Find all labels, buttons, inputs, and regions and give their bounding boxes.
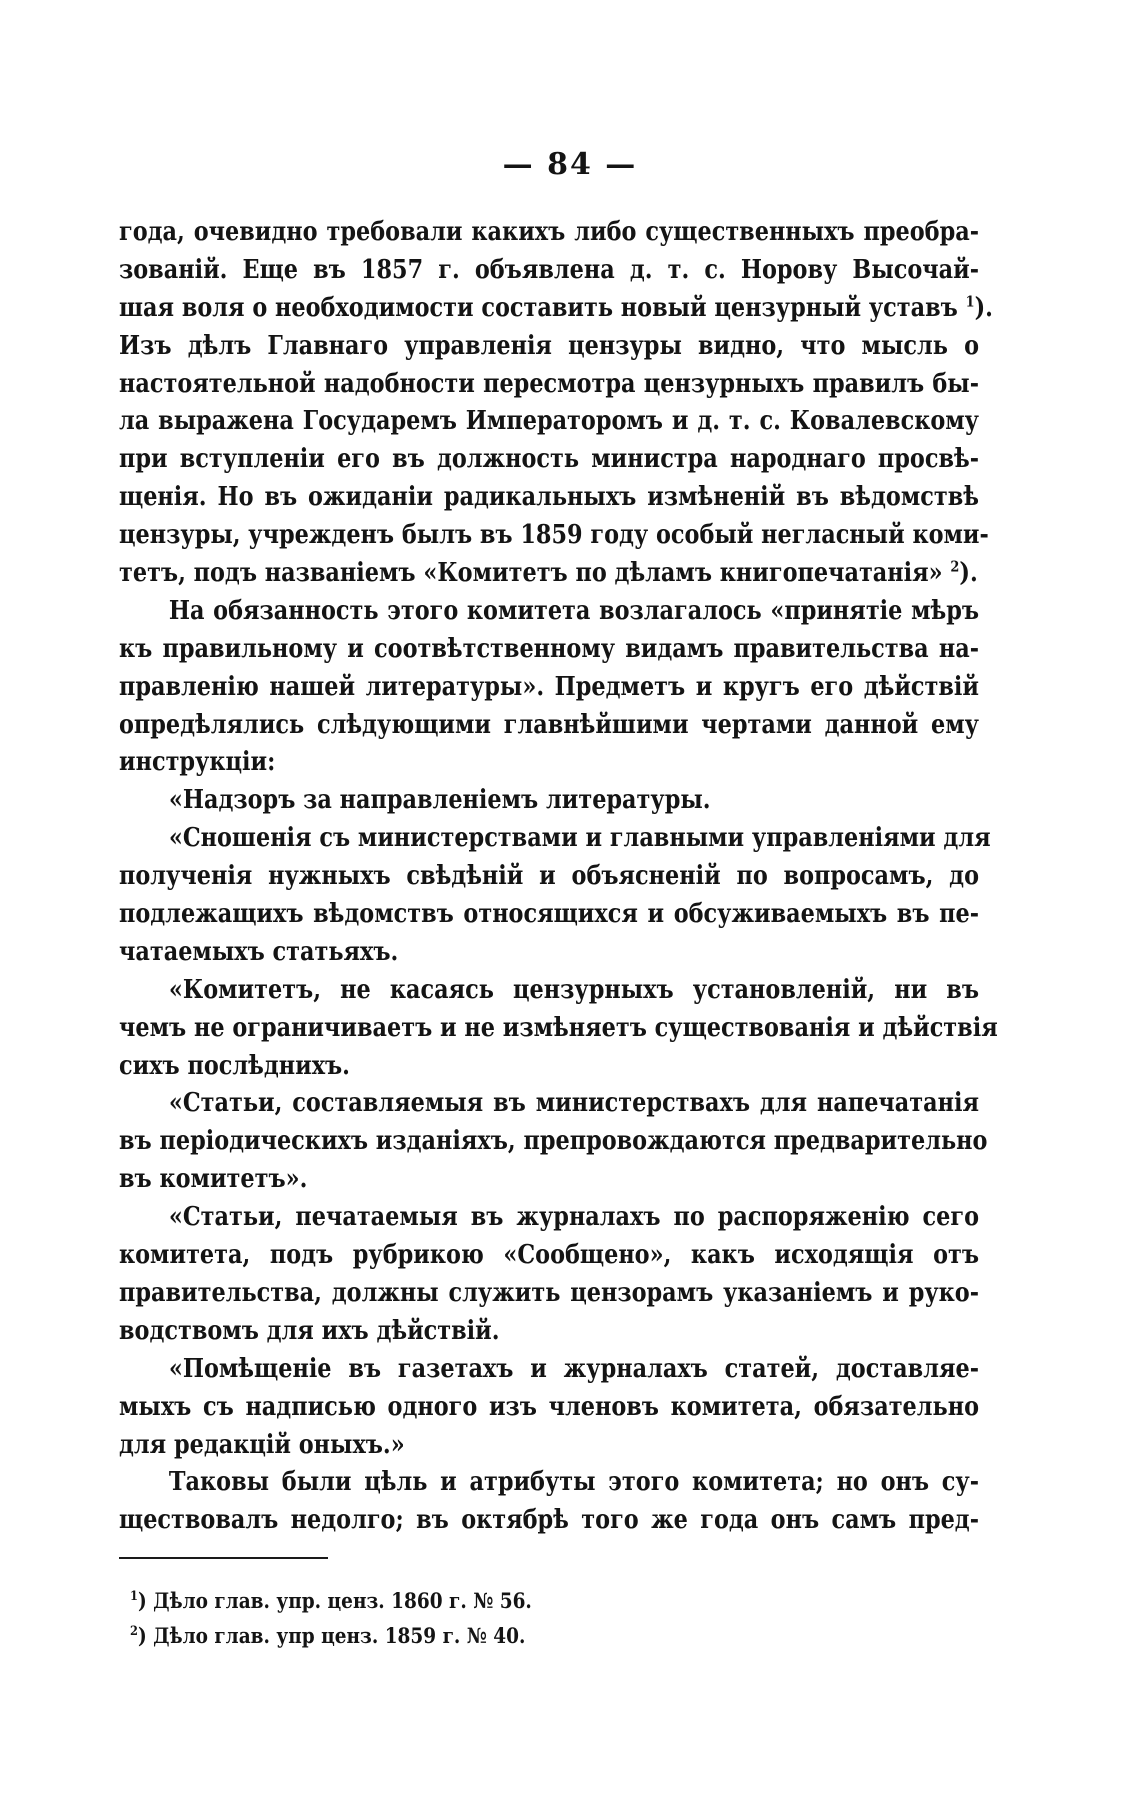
text-line: подлежащихъ вѣдомствъ относящихся и обсуживаемыхъ въ пе- xyxy=(119,899,979,930)
text-line: «Помѣщеніе въ газетахъ и журналахъ статей, доставляе- xyxy=(168,1353,979,1384)
text-line: инструкціи: xyxy=(119,747,276,778)
footnote-divider xyxy=(119,1557,328,1559)
text-line: Изъ дѣлъ Главнаго управленія цензуры видно, что мысль о xyxy=(119,330,979,361)
text-line: чатаемыхъ статьяхъ. xyxy=(119,936,399,967)
footnote-marker: 2 xyxy=(950,557,960,576)
text-line: въ комитетъ». xyxy=(119,1164,308,1195)
text-line: для редакцій оныхъ.» xyxy=(119,1429,405,1460)
footnote: $^1$) Дѣло глав. упр. ценз. 1860 г. № 56. xyxy=(130,1588,532,1613)
text-line: сихъ послѣднихъ. xyxy=(119,1050,350,1081)
text-line: правленію нашей литературы». Предметъ и кругъ его дѣйствій xyxy=(119,671,979,702)
footnote-marker: 1 xyxy=(965,292,975,311)
text-line: полученія нужныхъ свѣдѣній и объясненій по вопросамъ, до xyxy=(119,861,979,892)
body-text xyxy=(119,214,998,1540)
text-line: цензуры, учрежденъ былъ въ 1859 году особый негласный коми- xyxy=(119,520,989,551)
text-line: опредѣлялись слѣдующими главнѣйшими чертами данной ему xyxy=(119,709,979,740)
text-line: тетъ, подъ названіемъ «Комитетъ по дѣламъ книгопечатанія» $^2$). xyxy=(119,557,978,589)
text-line: щенія. Но въ ожиданіи радикальныхъ измѣненій въ вѣдомствѣ xyxy=(119,482,979,513)
text-line: Таковы были цѣль и атрибуты этого комитета; но онъ су- xyxy=(168,1467,979,1498)
page-number: — 84 — xyxy=(502,147,638,182)
footnotes xyxy=(130,1583,730,1653)
text-line: «Надзоръ за направленіемъ литературы. xyxy=(168,785,711,816)
text-line: шая воля о необходимости составить новый цензурный уставъ $^1$). xyxy=(119,292,993,323)
text-line: ществовалъ недолго; въ октябрѣ того же года онъ самъ пред- xyxy=(119,1505,979,1536)
text-line: «Сношенія съ министерствами и главными управленіями для xyxy=(168,823,991,854)
text-line: при вступленіи его въ должность министра народнаго просвѣ- xyxy=(119,444,979,475)
text-line: настоятельной надобности пересмотра цензурныхъ правилъ бы- xyxy=(119,368,979,399)
footnote: $^2$) Дѣло глав. упр ценз. 1859 г. № 40. xyxy=(130,1623,526,1648)
text-line: комитета, подъ рубрикою «Сообщено», какъ исходящія отъ xyxy=(119,1240,979,1271)
text-line: «Комитетъ, не касаясь цензурныхъ установленій, ни въ xyxy=(168,974,979,1005)
text-line: чемъ не ограничиваетъ и не измѣняетъ существованія и дѣйствія xyxy=(119,1012,998,1043)
footnote-number: 1 xyxy=(130,1589,138,1604)
text-line: зованій. Еще въ 1857 г. объявлена д. т. с. Норову Высочай- xyxy=(119,254,979,285)
text-line: года, очевидно требовали какихъ либо существенныхъ преобра- xyxy=(119,217,979,247)
text-line: мыхъ съ надписью одного изъ членовъ комитета, обязательно xyxy=(119,1391,979,1422)
text-line: водствомъ для ихъ дѣйствій. xyxy=(119,1315,500,1346)
text-line: въ періодическихъ изданіяхъ, препровождаются предварительно xyxy=(119,1126,988,1157)
text-line: ла выражена Государемъ Императоромъ и д. т. с. Ковалевскому xyxy=(119,406,979,437)
text-line: «Статьи, печатаемыя въ журналахъ по распоряженію сего xyxy=(168,1202,979,1233)
footnote-number: 2 xyxy=(130,1624,138,1639)
text-line: «Статьи, составляемыя въ министерствахъ для напечатанія xyxy=(168,1088,979,1119)
text-line: къ правильному и соотвѣтственному видамъ правительства на- xyxy=(119,633,979,664)
text-line: На обязанность этого комитета возлагалось «принятіе мѣръ xyxy=(168,595,979,626)
text-line: правительства, должны служить цензорамъ указаніемъ и руко- xyxy=(119,1277,979,1308)
